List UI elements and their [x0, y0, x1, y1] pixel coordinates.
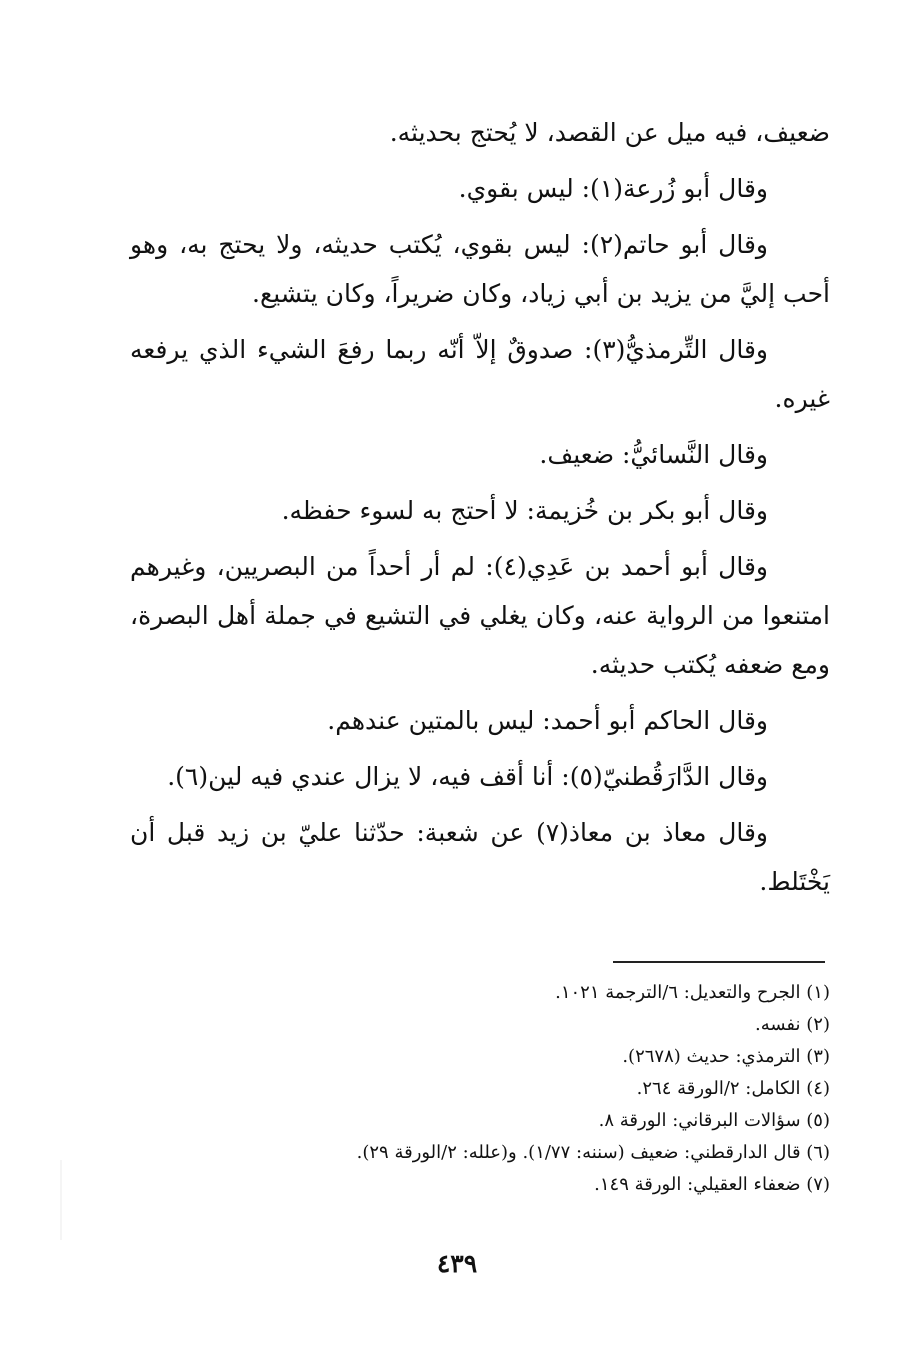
footnotes — [180, 978, 830, 1202]
main-text — [130, 108, 830, 913]
footnote: (٤) الكامل: ٢/الورقة ٢٦٤. — [636, 1078, 830, 1099]
paragraph: وقال التِّرمذيُّ(٣): صدوقٌ إلاّ أنّه ربما رفعَ الشيء الذي يرفعه غيره. — [130, 335, 830, 413]
footnote: (٥) سؤالات البرقاني: الورقة ٨. — [598, 1110, 830, 1131]
paragraph: وقال الدَّارَقُطنيّ(٥): أنا أقف فيه، لا يزال عندي فيه لين(٦). — [167, 762, 768, 791]
paragraph: وقال الحاكم أبو أحمد: ليس بالمتين عندهم. — [327, 706, 768, 735]
paragraph: وقال النَّسائيُّ: ضعيف. — [539, 440, 768, 469]
page-number: ٤٣٩ — [436, 1249, 478, 1278]
footnote: (٣) الترمذي: حديث (٢٦٧٨). — [622, 1046, 830, 1067]
scan-artifact — [60, 1160, 62, 1240]
paragraph: ضعيف، فيه ميل عن القصد، لا يُحتج بحديثه. — [389, 118, 830, 147]
footnote-divider — [613, 961, 825, 963]
footnote: (٧) ضعفاء العقيلي: الورقة ١٤٩. — [594, 1174, 830, 1195]
footnote: (٢) نفسه. — [755, 1014, 830, 1035]
paragraph: وقال أبو أحمد بن عَدِي(٤): لم أر أحداً من البصريين، وغيرهم امتنعوا من الرواية عنه، وكان يغلي في التشيع في جملة أهل البصرة، ومع ضعفه يُكتب حديثه. — [130, 552, 830, 679]
paragraph: وقال معاذ بن معاذ(٧) عن شعبة: حدّثنا عليّ بن زيد قبل أن يَخْتَلط. — [130, 818, 830, 896]
paragraph: وقال أبو بكر بن خُزيمة: لا أحتج به لسوء حفظه. — [281, 496, 768, 525]
footnote: (٦) قال الدارقطني: ضعيف (سننه: ١/٧٧). و(علله: ٢/الورقة ٢٩). — [356, 1142, 830, 1163]
paragraph: وقال أبو زُرعة(١): ليس بقوي. — [458, 174, 768, 203]
footnote: (١) الجرح والتعديل: ٦/الترجمة ١٠٢١. — [555, 982, 830, 1003]
paragraph: وقال أبو حاتم(٢): ليس بقوي، يُكتب حديثه، ولا يحتج به، وهو أحب إليَّ من يزيد بن أبي زياد، وكان ضريراً، وكان يتشيع. — [130, 230, 830, 308]
